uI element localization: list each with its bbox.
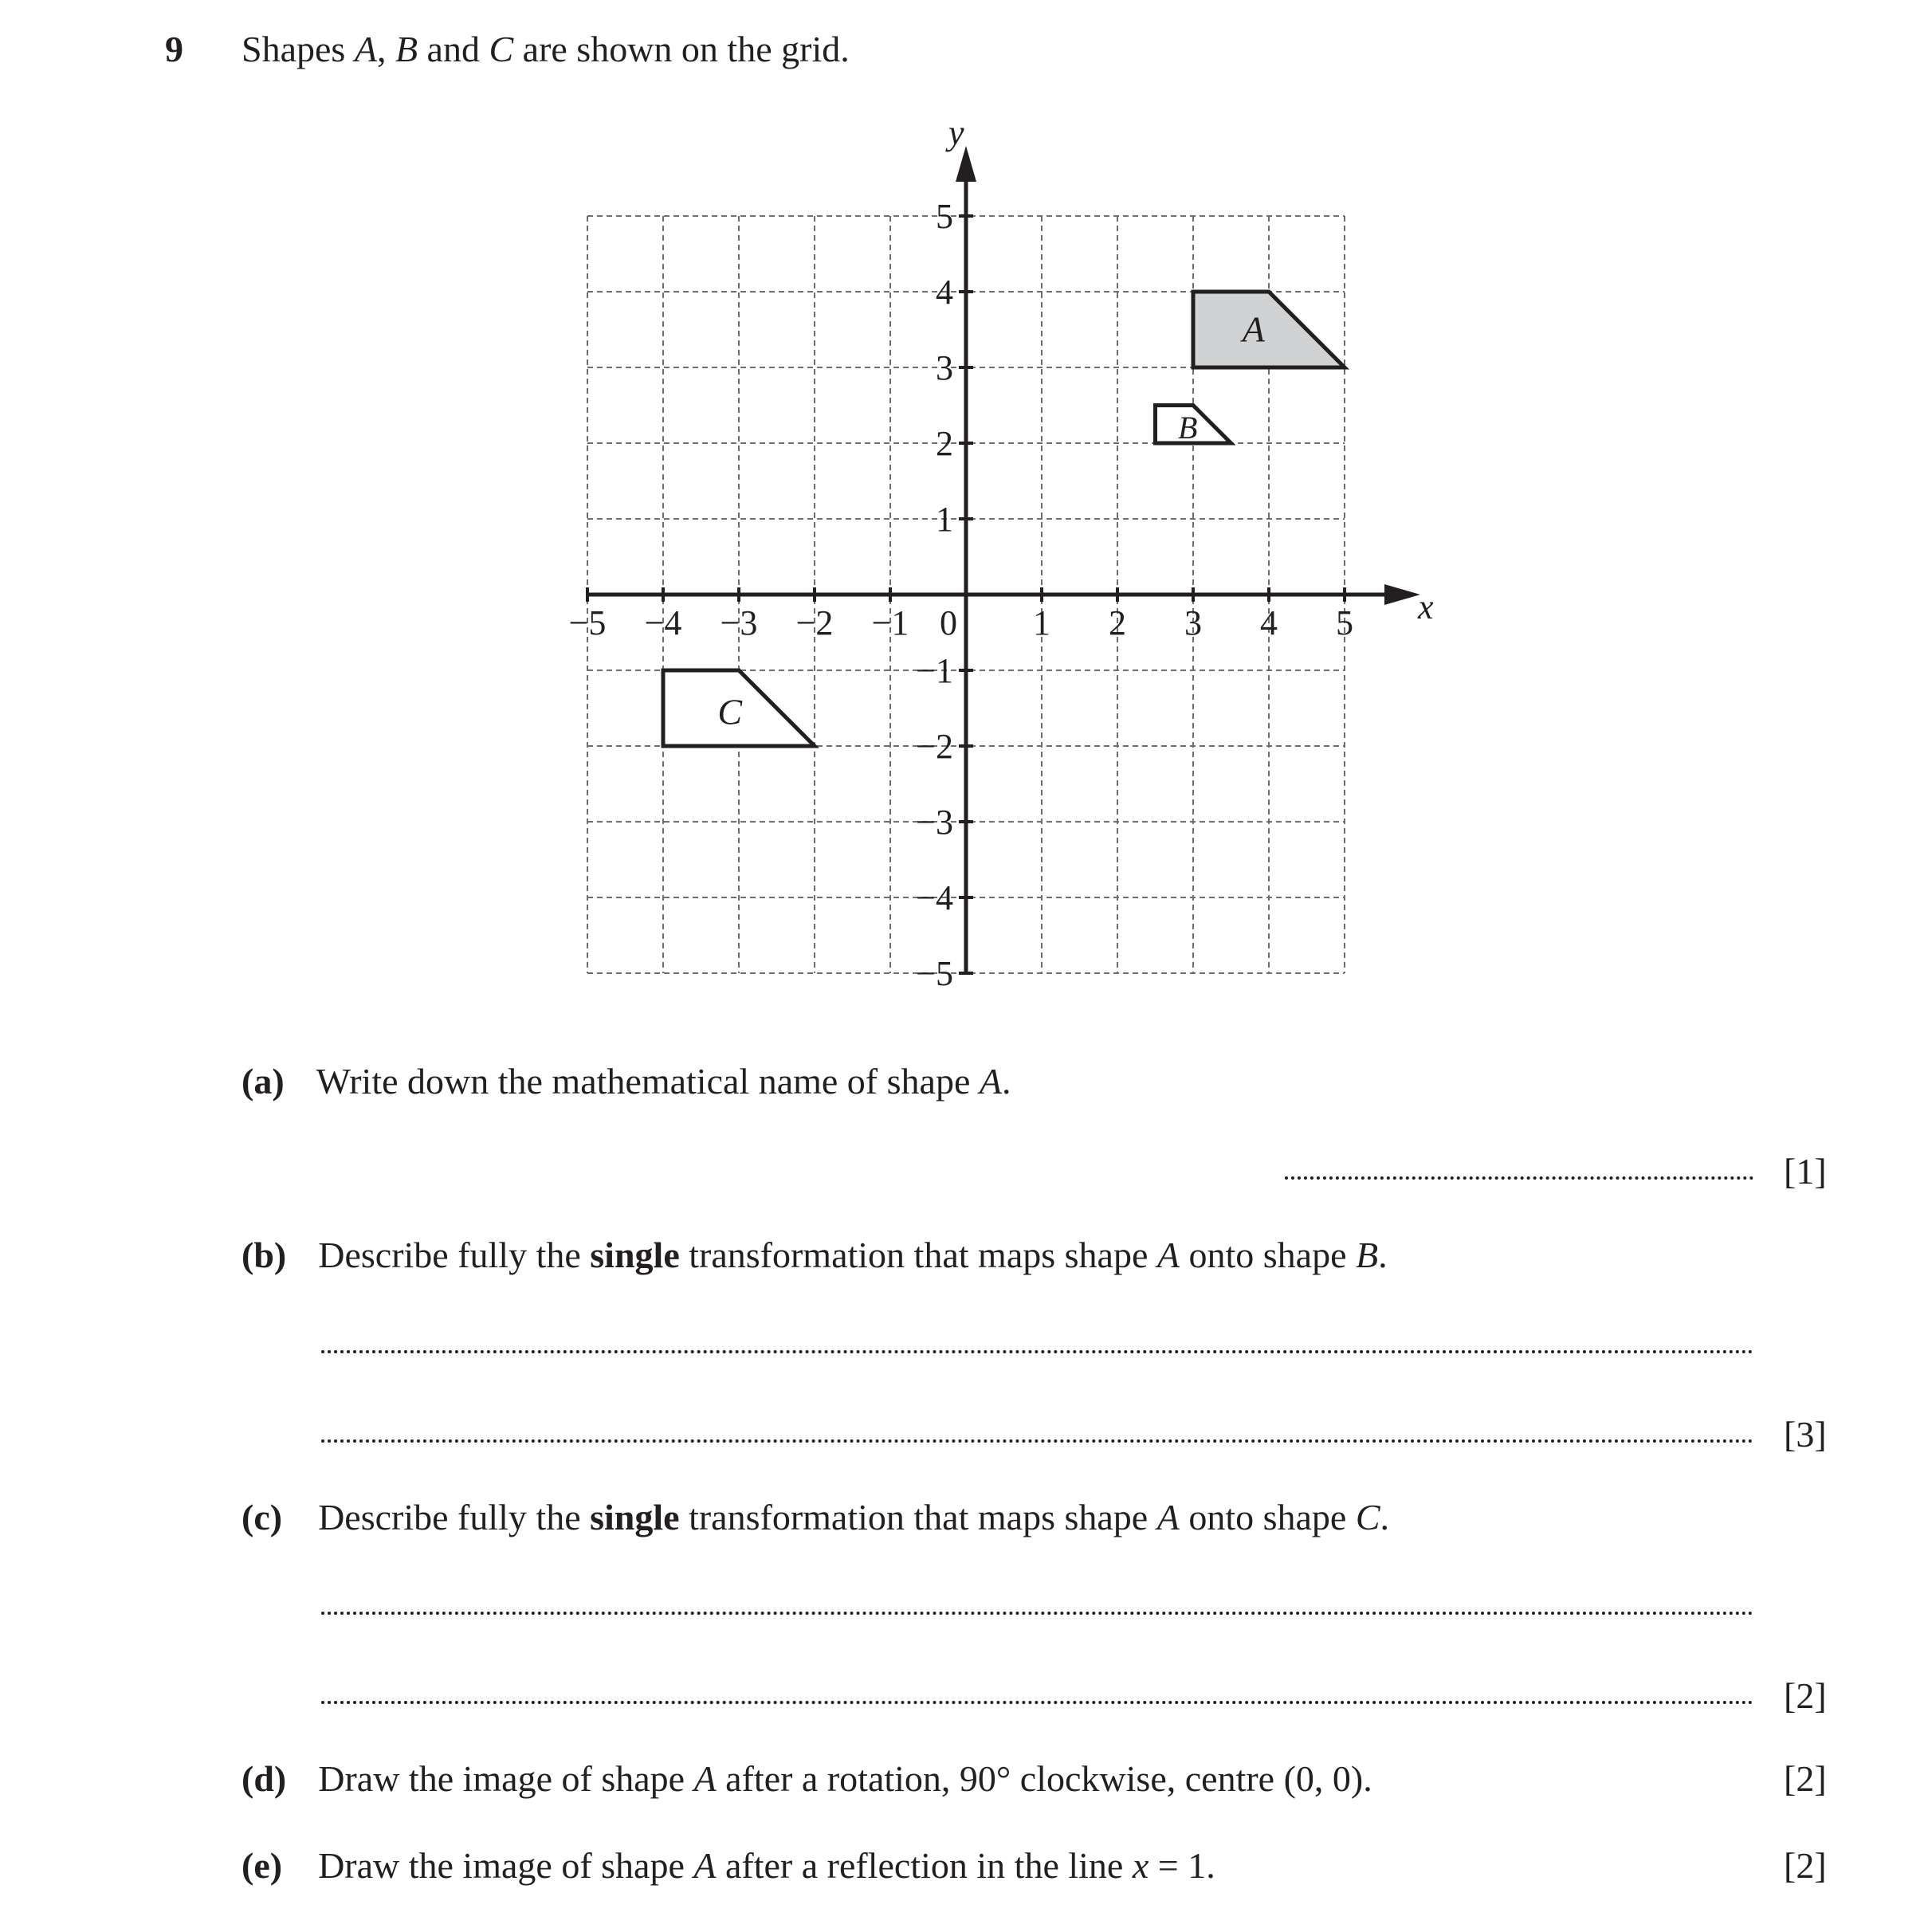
mark-a: [1] xyxy=(1784,1151,1827,1192)
part-b: (b) Describe fully the single transformation that maps shape A onto shape B. xyxy=(241,1235,1388,1275)
y-tick-label: −1 xyxy=(916,651,953,690)
x-tick-label: 4 xyxy=(1260,603,1278,642)
x-tick-label: −2 xyxy=(795,603,834,642)
x-tick-label: 2 xyxy=(1109,603,1126,642)
y-tick-label: 2 xyxy=(936,424,953,463)
x-axis-arrow xyxy=(1384,584,1420,605)
part-d-label: (d) xyxy=(241,1758,287,1799)
x-tick-label: −1 xyxy=(871,603,909,642)
answer-line-b-1[interactable] xyxy=(321,1350,1753,1353)
x-tick-label: 3 xyxy=(1184,603,1202,642)
x-tick-label: −3 xyxy=(720,603,758,642)
x-tick-label: −4 xyxy=(644,603,682,642)
mark-e: [2] xyxy=(1784,1845,1827,1886)
y-tick-label: −2 xyxy=(916,727,953,766)
axes xyxy=(587,146,1420,973)
mark-d: [2] xyxy=(1784,1758,1827,1799)
x-tick-label: 5 xyxy=(1336,603,1353,642)
y-tick-label: 3 xyxy=(936,348,953,387)
x-axis-title: x xyxy=(1418,587,1434,626)
y-tick-label: 1 xyxy=(936,500,953,539)
part-a-label: (a) xyxy=(241,1061,285,1101)
part-b-label: (b) xyxy=(241,1235,287,1275)
question-text: Shapes A, B and C are shown on the grid. xyxy=(241,29,850,69)
answer-line-c-2[interactable] xyxy=(321,1701,1753,1704)
x-tick-label: 1 xyxy=(1033,603,1050,642)
answer-line-b-2[interactable] xyxy=(321,1439,1753,1443)
question-number: 9 xyxy=(165,29,183,69)
shape-a xyxy=(1193,292,1345,367)
x-tick-label: −5 xyxy=(568,603,607,642)
y-tick-label: −5 xyxy=(916,954,953,993)
part-a: (a) Write down the mathematical name of shape A. xyxy=(241,1061,1011,1101)
mark-b: [3] xyxy=(1784,1414,1827,1455)
y-tick-label: −4 xyxy=(916,878,953,917)
shape-b-label: B xyxy=(1178,410,1198,446)
part-d: (d) Draw the image of shape A after a rotation, 90° clockwise, centre (0, 0). xyxy=(241,1758,1372,1799)
x-tick-label: 0 xyxy=(940,603,957,642)
mark-c: [2] xyxy=(1784,1675,1827,1716)
answer-line-a[interactable] xyxy=(1285,1176,1753,1180)
part-e: (e) Draw the image of shape A after a reflection in the line x = 1. xyxy=(241,1845,1215,1886)
part-c: (c) Describe fully the single transformation that maps shape A onto shape C. xyxy=(241,1497,1390,1537)
answer-line-c-1[interactable] xyxy=(321,1612,1753,1615)
part-c-label: (c) xyxy=(241,1497,283,1537)
shape-a-label: A xyxy=(1242,308,1265,350)
y-tick-label: 4 xyxy=(936,273,953,312)
y-tick-label: −3 xyxy=(916,803,953,842)
part-e-label: (e) xyxy=(241,1845,283,1886)
y-tick-label: 5 xyxy=(936,197,953,236)
y-axis-title: y xyxy=(948,113,964,152)
shape-c-label: C xyxy=(717,691,743,732)
